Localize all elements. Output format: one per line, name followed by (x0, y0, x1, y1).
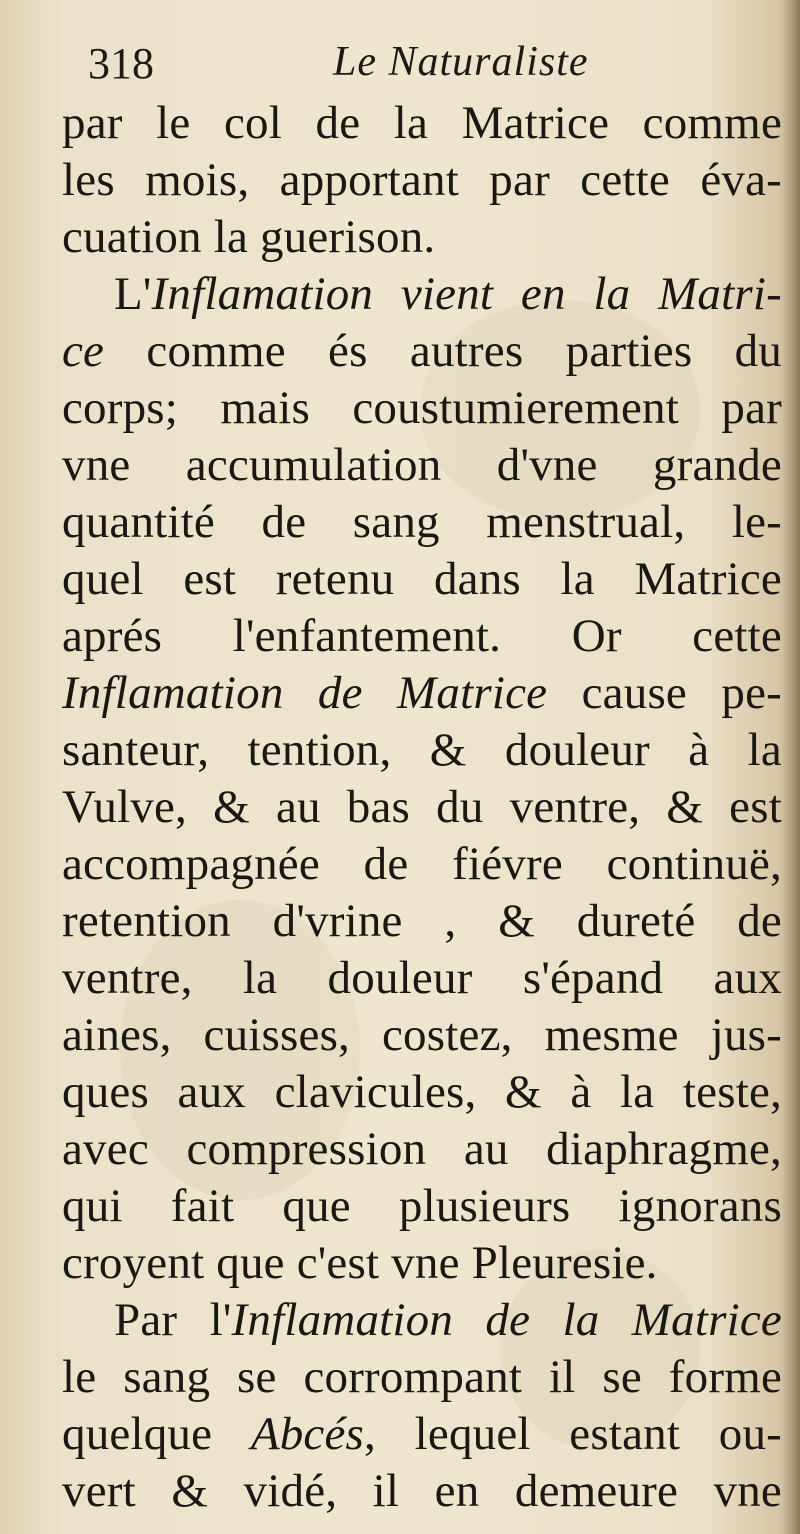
text-segment: les mois, apportant par cette éva- (62, 154, 782, 206)
text-segment: quel est retenu dans la Matrice (62, 553, 782, 605)
italic-text: Inflamation de la Matrice (231, 1294, 782, 1346)
text-line (62, 1349, 782, 1406)
text-segment: vne accumulation d'vne grande (62, 439, 782, 491)
text-line (62, 950, 782, 1007)
text-line (62, 266, 782, 323)
text-line (62, 779, 782, 836)
text-line (62, 95, 782, 152)
italic-text: ce (62, 325, 105, 377)
text-line (62, 1463, 782, 1520)
page-header (88, 38, 648, 98)
text-line (62, 608, 782, 665)
text-segment: le sang se corrompant il se forme (62, 1351, 782, 1403)
text-segment: accompagnée de fiévre continuë, (62, 838, 782, 890)
text-segment: qui fait que plusieurs ignorans (62, 1180, 782, 1232)
text-segment: santeur, tention, & douleur à la (62, 724, 782, 776)
text-line (62, 1178, 782, 1235)
text-line (62, 494, 782, 551)
text-segment: avec compression au diaphragme, (62, 1123, 782, 1175)
italic-text: Inflamation vient en la Matri- (151, 268, 782, 320)
text-segment: vert & vidé, il en demeure vne (62, 1465, 782, 1517)
text-line (62, 722, 782, 779)
text-segment: , lequel estant ou- (364, 1408, 782, 1460)
text-line (62, 1007, 782, 1064)
text-line (62, 665, 782, 722)
italic-text: Abcés (250, 1408, 365, 1460)
text-line (62, 1121, 782, 1178)
text-line (62, 1235, 782, 1292)
text-segment: quelque (62, 1408, 251, 1460)
text-segment: par le col de la Matrice comme (62, 97, 782, 149)
text-line (62, 437, 782, 494)
text-line (62, 152, 782, 209)
text-segment: ques aux clavicules, & à la teste, (62, 1066, 782, 1118)
body-text (62, 95, 782, 1520)
text-line (62, 380, 782, 437)
text-segment: cause pe- (547, 667, 782, 719)
page-gutter-shadow (782, 0, 800, 1534)
text-segment: quantité de sang menstrual, le- (62, 496, 782, 548)
text-line (62, 1406, 782, 1463)
running-head: Le Naturaliste (333, 39, 589, 85)
text-segment: corps; mais coustumierement par (62, 382, 782, 434)
text-segment: aprés l'enfantement. Or cette (62, 610, 782, 662)
text-segment: L' (114, 268, 152, 320)
text-line (62, 1064, 782, 1121)
text-segment: comme és autres parties du (104, 325, 782, 377)
text-line (62, 1292, 782, 1349)
text-line (62, 323, 782, 380)
text-segment: Vulve, & au bas du ventre, & est (62, 781, 782, 833)
text-line (62, 836, 782, 893)
page-number: 318 (88, 39, 154, 88)
text-segment: cuation la guerison. (62, 211, 436, 263)
text-segment: ventre, la douleur s'épand aux (62, 952, 782, 1004)
text-segment: aines, cuisses, costez, mesme jus- (62, 1009, 782, 1061)
text-segment: croyent que c'est vne Pleuresie. (62, 1237, 658, 1289)
italic-text: Inflamation de Matrice (62, 667, 548, 719)
text-line (62, 893, 782, 950)
text-line (62, 551, 782, 608)
text-line (62, 209, 782, 266)
text-segment: retention d'vrine , & dureté de (62, 895, 782, 947)
text-segment: Par l' (114, 1294, 232, 1346)
